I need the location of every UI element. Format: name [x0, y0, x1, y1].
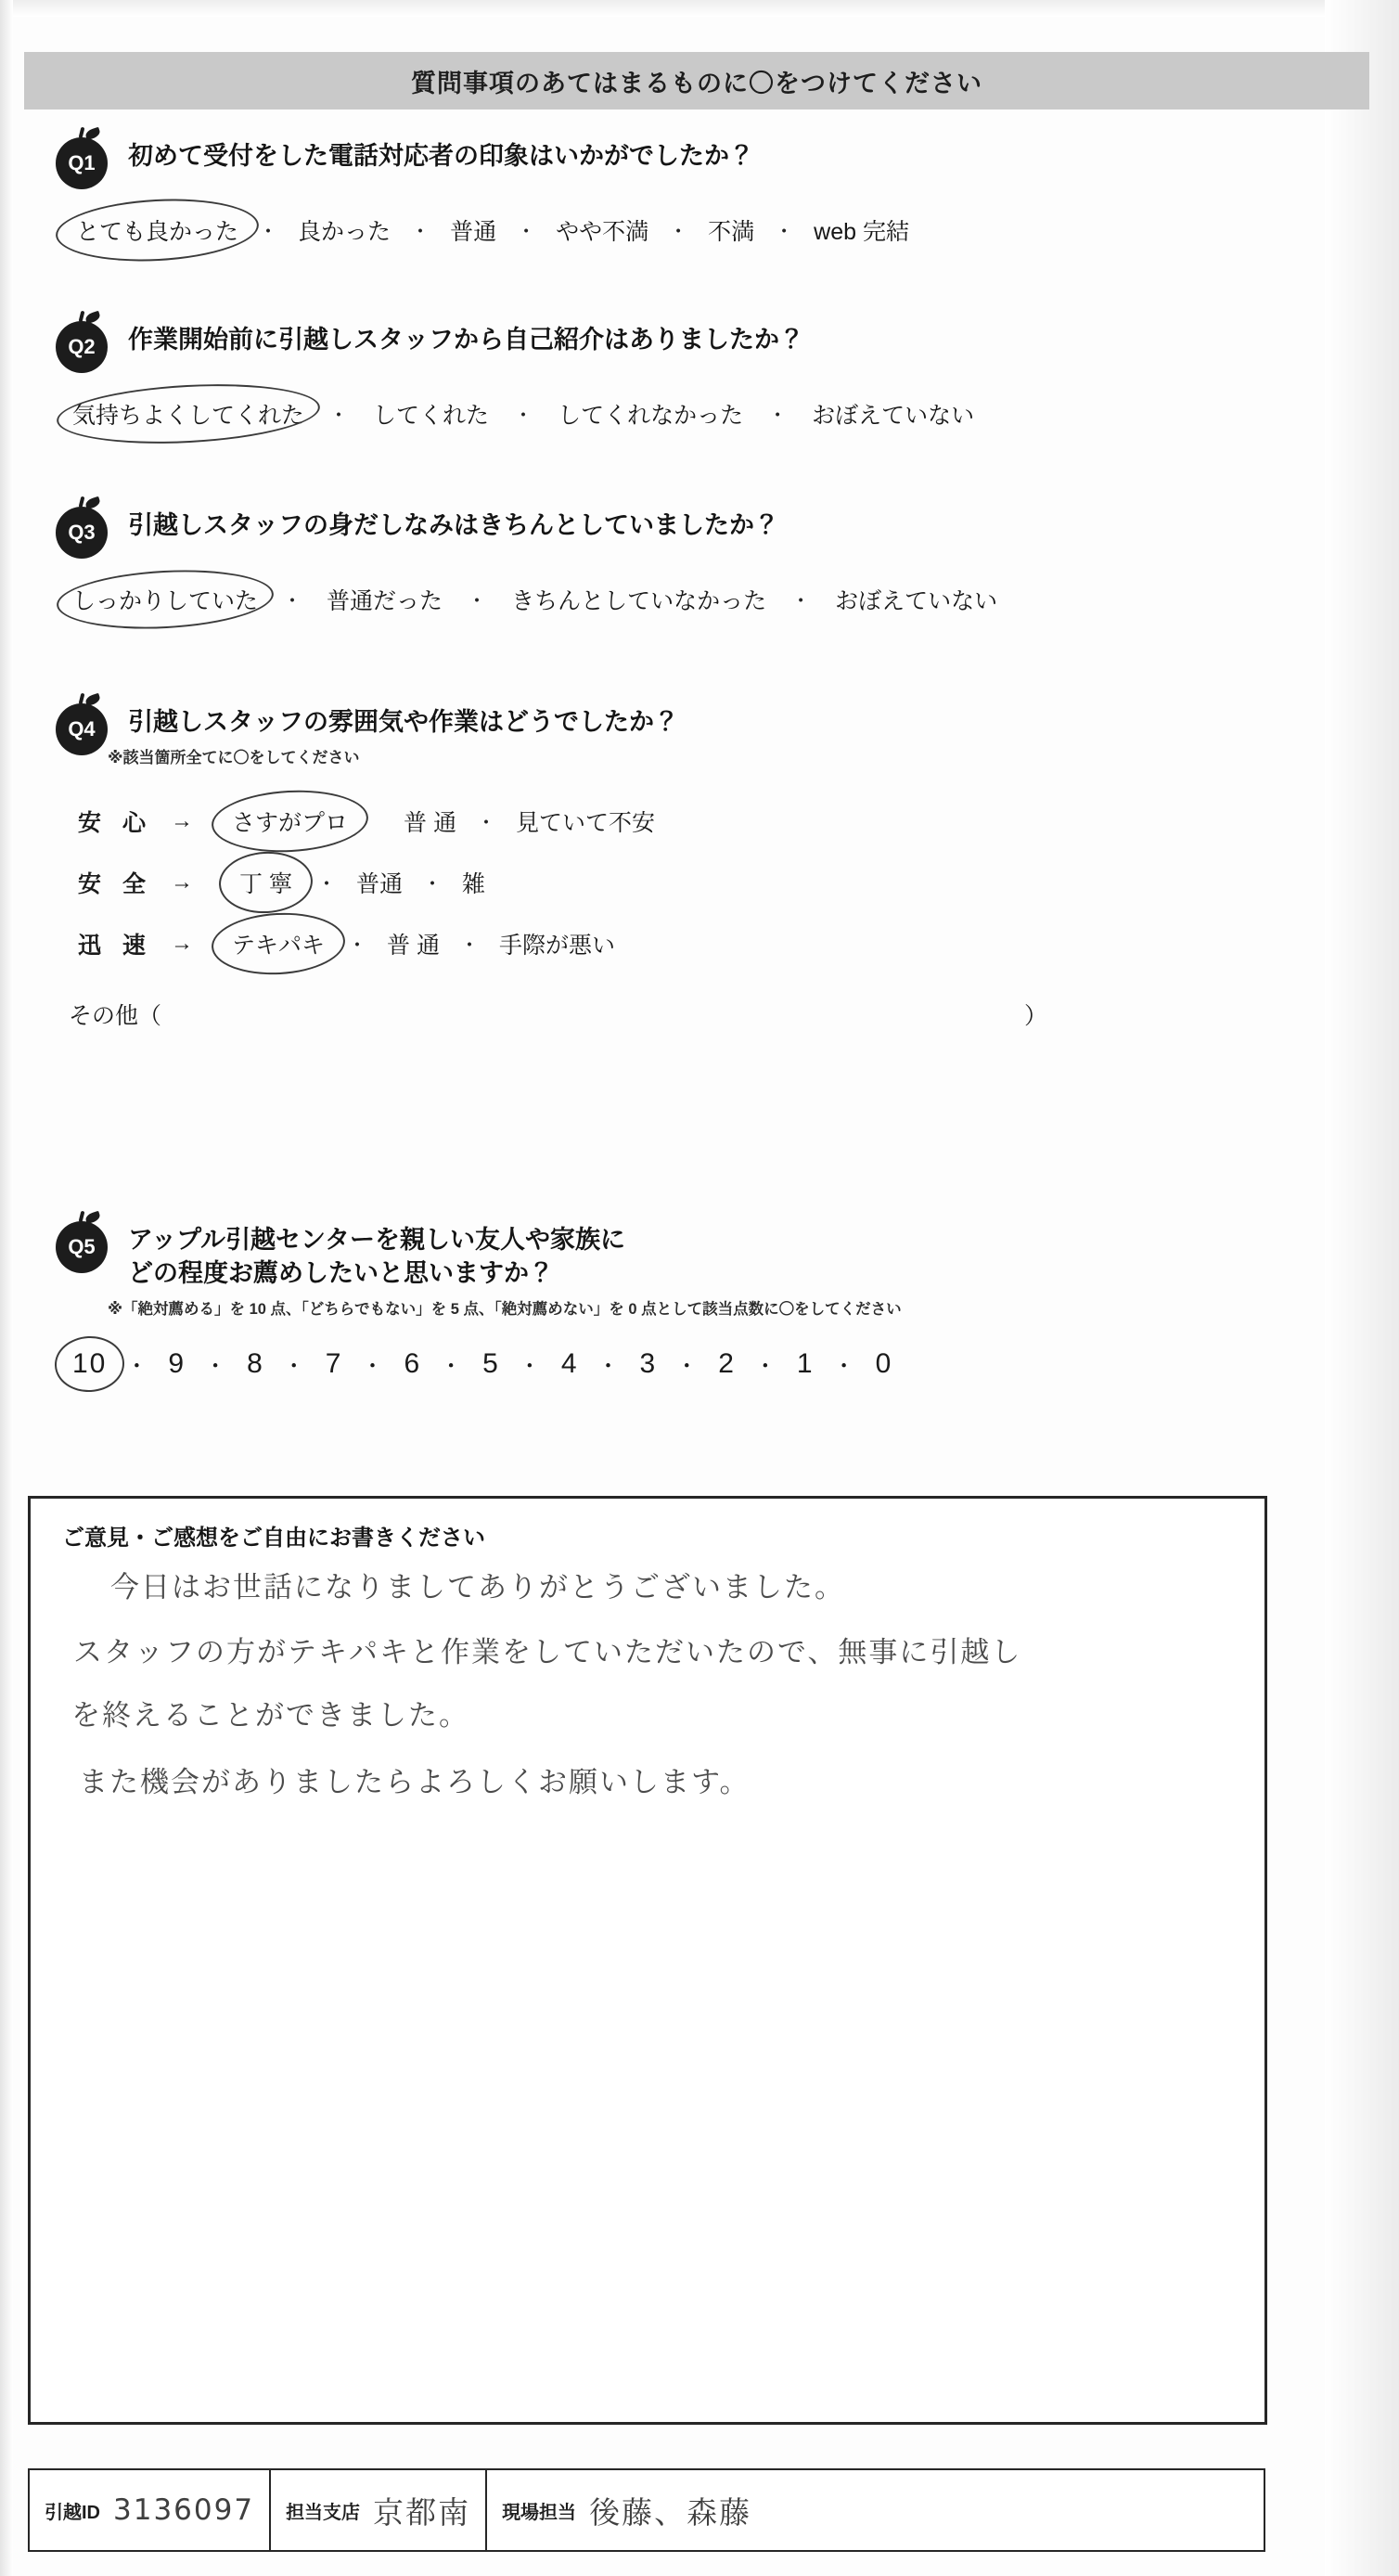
footer-id-value: 3136097 [113, 2493, 255, 2527]
q5-heading [56, 1223, 902, 1319]
separator: ・ [204, 1354, 229, 1380]
separator: ・ [458, 933, 480, 957]
q1-text: 初めて受付をした電話対応者の印象はいかがでしたか？ [128, 142, 754, 170]
q4-other-label: その他（ [69, 1003, 162, 1030]
header-band [24, 52, 1369, 109]
footer-branch-cell [271, 2470, 487, 2550]
comment-line-4: また機会がありましたらよろしくお願いします。 [79, 1766, 751, 1799]
comment-label: ご意見・ご感想をご自由にお書きください [62, 1526, 485, 1551]
q1-option-1[interactable]: 良かった [298, 219, 391, 245]
q2-option-1[interactable]: してくれた [373, 403, 490, 429]
separator: ・ [774, 219, 795, 243]
q3-option-1[interactable]: 普通だった [327, 588, 443, 614]
q5-score-7[interactable]: 7 [325, 1347, 343, 1379]
q2-option-3[interactable]: おぼえていない [812, 403, 975, 429]
q4-row-2-option-2[interactable]: 手際が悪い [499, 933, 616, 960]
q1-options [72, 212, 913, 249]
scan-edge-left [0, 0, 13, 2576]
separator: ・ [282, 588, 303, 612]
comment-line-3: を終えることができました。 [71, 1699, 469, 1732]
separator: ・ [668, 219, 689, 243]
q4-row-2-option-0[interactable]: テキパキ [228, 925, 328, 962]
footer-id-label: 引越ID [45, 2502, 100, 2523]
apple-badge-icon [56, 507, 108, 559]
q4-row-anzen [78, 864, 1047, 901]
q2-option-0[interactable]: 気持ちよくしてくれた [69, 395, 308, 432]
separator: ・ [410, 219, 431, 243]
q4-row-1-option-1[interactable]: 普通 [355, 871, 403, 898]
comment-box[interactable] [28, 1496, 1267, 2425]
separator: ・ [361, 1354, 386, 1380]
q4-row-2-option-1[interactable]: 普 通 [387, 933, 440, 960]
footer-staff-value: 後藤、森藤 [589, 2493, 752, 2531]
q5-note: ※「絶対薦める」を 10 点、「どちらでもない」を 5 点、「絶対薦めない」を 0 点として該当点数に〇をしてください [108, 1300, 902, 1318]
question-q5 [56, 1223, 902, 1382]
q1-option-0[interactable]: とても良かった [72, 212, 242, 249]
q4-other-row [69, 998, 1047, 1031]
q4-row-2-label: 迅 速 [78, 933, 153, 960]
q3-badge-label: Q3 [68, 521, 96, 544]
apple-badge-icon [56, 137, 108, 189]
footer-branch-label: 担当支店 [286, 2502, 361, 2523]
q5-text-line2: どの程度お薦めしたいと思いますか？ [128, 1259, 554, 1288]
q5-score-10[interactable]: 10 [67, 1346, 112, 1382]
separator: ・ [753, 1354, 778, 1380]
q4-row-0-option-0[interactable]: さすがプロ [228, 803, 352, 840]
q3-text: 引越しスタッフの身だしなみはきちんとしていましたか？ [128, 511, 779, 539]
separator: ・ [421, 871, 443, 895]
arrow-icon: → [171, 808, 193, 834]
q4-note: ※該当箇所全てに〇をしてください [108, 749, 360, 767]
q3-heading [56, 509, 1001, 559]
question-q2 [56, 323, 978, 432]
separator: ・ [258, 219, 279, 243]
separator: ・ [513, 403, 534, 427]
footer-id-cell [30, 2470, 271, 2550]
scan-edge-right [1325, 0, 1399, 2576]
separator: ・ [832, 1354, 857, 1380]
question-q1 [56, 139, 913, 249]
q5-text-line1: アップル引越センターを親しい友人や家族に [128, 1226, 625, 1254]
footer-staff-cell [487, 2470, 1264, 2550]
separator: ・ [347, 933, 368, 957]
separator: ・ [675, 1354, 700, 1380]
separator: ・ [282, 1354, 307, 1380]
q5-badge-label: Q5 [68, 1235, 96, 1258]
q2-heading [56, 323, 978, 373]
separator: ・ [518, 1354, 543, 1380]
separator: ・ [597, 1354, 622, 1380]
q4-other-close: ） [1024, 1003, 1048, 1030]
comment-line-1: 今日はお世話になりましてありがとうございました。 [110, 1571, 845, 1604]
separator: ・ [767, 403, 789, 427]
q5-score-9[interactable]: 9 [168, 1347, 186, 1379]
q5-score-8[interactable]: 8 [247, 1347, 264, 1379]
q4-text: 引越しスタッフの雰囲気や作業はどうでしたか？ [128, 708, 679, 736]
separator: ・ [328, 403, 350, 427]
q5-score-2[interactable]: 2 [718, 1347, 736, 1379]
q3-option-3[interactable]: おぼえていない [835, 588, 998, 614]
separator: ・ [467, 588, 488, 612]
scan-edge-top [0, 0, 1399, 17]
apple-badge-icon [56, 703, 108, 755]
q1-option-5[interactable]: web 完結 [814, 219, 909, 245]
q5-score-1[interactable]: 1 [796, 1347, 815, 1379]
q1-option-4[interactable]: 不満 [708, 219, 755, 245]
question-q4 [56, 705, 1047, 1031]
arrow-icon: → [171, 931, 193, 957]
q4-row-1-label: 安 全 [78, 871, 153, 898]
q2-option-2[interactable]: してくれなかった [558, 403, 744, 429]
q3-options [69, 581, 1001, 618]
q1-option-2[interactable]: 普通 [450, 219, 497, 245]
q5-score-4[interactable]: 4 [560, 1347, 579, 1379]
apple-badge-icon [56, 1221, 108, 1273]
page-title: 質問事項のあてはまるものに〇をつけてください [411, 69, 982, 97]
q4-row-1-option-0[interactable]: 丁 寧 [236, 864, 296, 901]
q5-score-3[interactable]: 3 [639, 1347, 658, 1379]
q4-row-jinsoku [78, 925, 1047, 962]
comment-line-2: スタッフの方がテキパキと作業をしていただいたので、無事に引越し [73, 1636, 1022, 1669]
q4-row-0-option-2[interactable]: 見ていて不安 [515, 810, 655, 837]
separator: ・ [315, 871, 337, 895]
separator: ・ [125, 1354, 150, 1380]
q2-badge-label: Q2 [68, 335, 96, 358]
q5-score-0[interactable]: 0 [875, 1347, 893, 1379]
q5-score-6[interactable]: 6 [404, 1347, 422, 1379]
q1-option-3[interactable]: やや不満 [556, 219, 649, 245]
q4-row-0-label: 安 心 [78, 810, 153, 837]
q4-heading [56, 705, 1047, 767]
q4-row-anshin [78, 803, 1047, 840]
separator: ・ [516, 219, 537, 243]
separator: ・ [475, 810, 496, 834]
q2-text: 作業開始前に引越しスタッフから自己紹介はありましたか？ [128, 326, 804, 354]
q3-option-0[interactable]: しっかりしていた [69, 581, 262, 618]
q2-options [69, 395, 978, 432]
q4-row-0-option-1[interactable]: 普 通 [404, 810, 456, 837]
q1-heading [56, 139, 913, 189]
q1-badge-label: Q1 [68, 151, 96, 174]
q3-option-2[interactable]: きちんとしていなかった [511, 588, 767, 614]
q4-row-1-option-2[interactable]: 雑 [462, 871, 486, 898]
separator: ・ [790, 588, 812, 612]
q5-score-scale [67, 1346, 902, 1382]
footer-staff-label: 現場担当 [502, 2502, 577, 2523]
footer-table [28, 2468, 1265, 2552]
question-q3 [56, 509, 1001, 618]
apple-badge-icon [56, 321, 108, 373]
footer-branch-value: 京都南 [373, 2493, 471, 2531]
arrow-icon: → [171, 869, 193, 895]
q4-badge-label: Q4 [68, 717, 96, 741]
q5-score-5[interactable]: 5 [482, 1347, 500, 1379]
separator: ・ [440, 1354, 465, 1380]
